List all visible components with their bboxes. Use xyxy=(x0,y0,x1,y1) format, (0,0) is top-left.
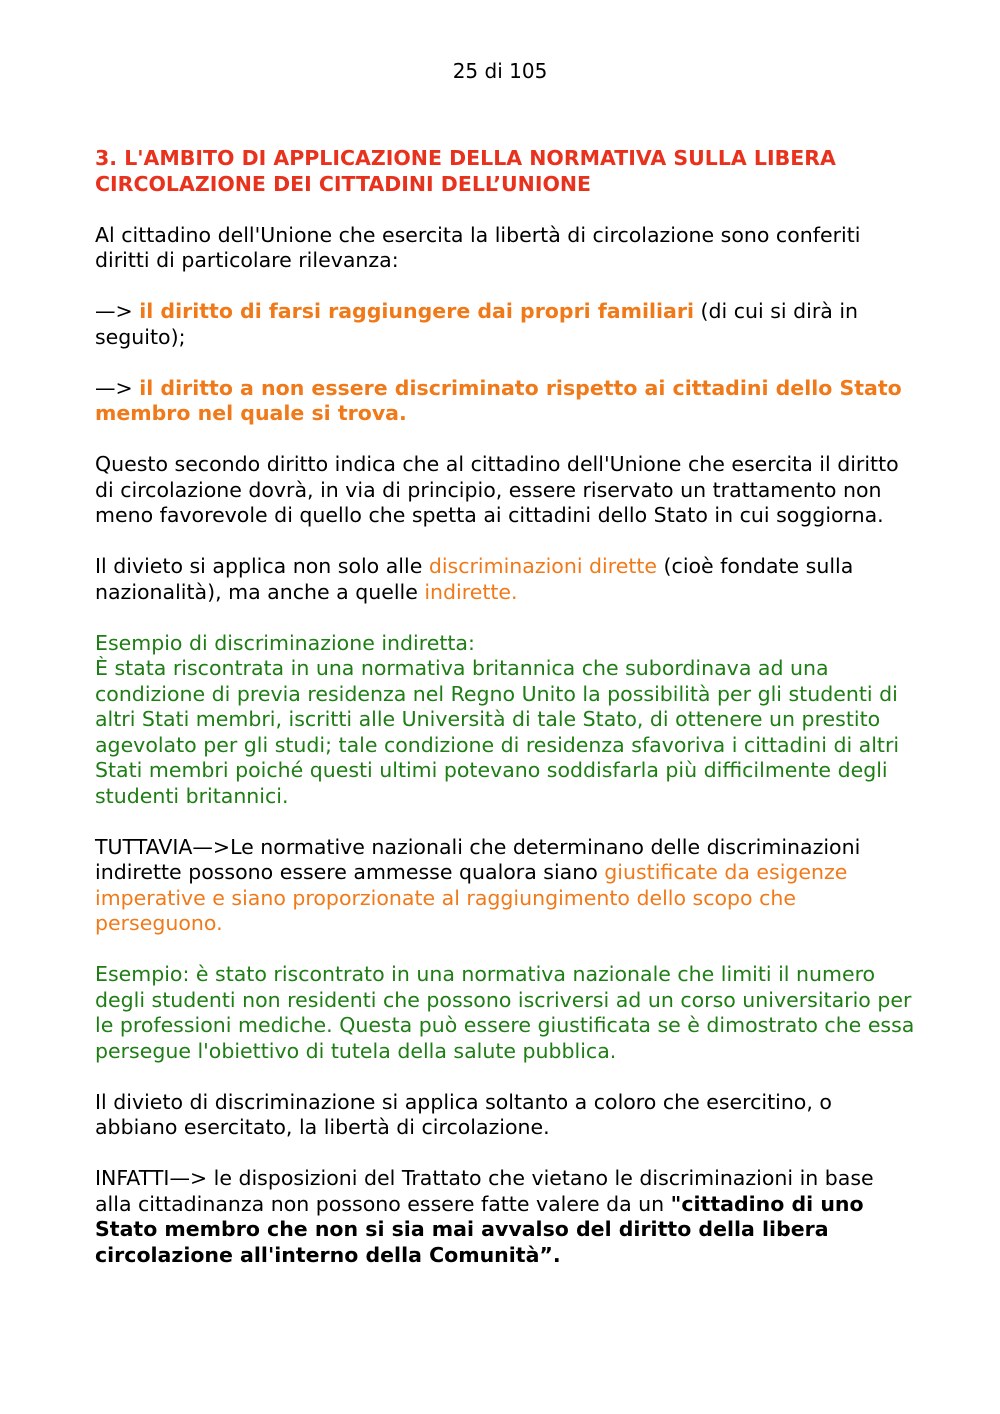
prohibition-text-2: (cioè fondate sulla nazionalità), ma anche a quelle xyxy=(95,554,854,604)
example-indirect-title: Esempio di discriminazione indiretta: xyxy=(95,630,475,655)
example-indirect-body: È stata riscontrata in una normativa britannica che subordinava ad una condizione di previa residenza nel Regno Unito la possibilità per gli studenti di altri Stati membri, iscritti alle Università di tale Stato, di ottenere un prestito agevolato per gli studi; tale condizione di residenza sfavoriva i cittadini di altri Stati membri poiché questi ultimi potevano soddisfarla più difficilmente degli studenti britannici. xyxy=(95,656,900,808)
direct-discrimination-highlight: discriminazioni dirette xyxy=(428,554,658,578)
arrow-marker: —> xyxy=(95,375,140,400)
infatti-quote: "cittadino di uno Stato membro che non si sia mai avvalso del diritto della libera circolazione all'interno della Comunità”. xyxy=(95,1191,864,1267)
second-right-paragraph: Questo secondo diritto indica che al cittadino dell'Unione che esercita il diritto di circolazione dovrà, in via di principio, essere riservato un trattamento non meno favorevole di quello che spetta ai cittadini dello Stato in cui soggiorna. xyxy=(95,452,899,527)
prohibition-text-1: Il divieto si applica non solo alle xyxy=(95,554,429,578)
right-family-highlight: il diritto di farsi raggiungere dai propri familiari xyxy=(139,299,695,323)
right-nondiscrimination-highlight: il diritto a non essere discriminato rispetto ai cittadini dello Stato membro nel quale si trova. xyxy=(95,375,902,425)
right-family-note: (di cui si dirà in seguito); xyxy=(95,299,859,349)
however-highlight: giustificate da esigenze imperative e siano proporzionate al raggiungimento dello scopo che perseguono. xyxy=(95,860,848,935)
arrow-marker: —> xyxy=(95,299,140,323)
example-justified-paragraph: Esempio: è stato riscontrato in una normativa nazionale che limiti il numero degli studenti non residenti che possono iscriversi ad un corso universitario per le professioni mediche. Questa può essere giustificata se è dimostrato che essa persegue l'obiettivo di tutela della salute pubblica. xyxy=(95,962,915,1063)
page-number: 25 di 105 xyxy=(452,59,548,83)
example-indirect-paragraph xyxy=(95,631,915,810)
infatti-paragraph xyxy=(95,1166,915,1268)
section-heading: 3. L'AMBITO DI APPLICAZIONE DELLA NORMATIVA SULLA LIBERA CIRCOLAZIONE DEI CITTADINI DELL’UNIONE xyxy=(95,146,836,196)
however-paragraph xyxy=(95,835,915,937)
however-text: TUTTAVIA—>Le normative nazionali che determinano delle discriminazioni indirette possono essere ammesse qualora siano xyxy=(95,834,861,884)
indirect-discrimination-highlight: indirette. xyxy=(424,579,518,604)
scope-paragraph: Il divieto di discriminazione si applica soltanto a coloro che esercitino, o abbiano esercitato, la libertà di circolazione. xyxy=(95,1089,832,1139)
prohibition-paragraph xyxy=(95,554,915,605)
document-body xyxy=(95,146,915,1294)
right-nondiscrimination-paragraph xyxy=(95,376,915,427)
right-family-paragraph xyxy=(95,299,915,350)
intro-paragraph: Al cittadino dell'Unione che esercita la libertà di circolazione sono conferiti diritti di particolare rilevanza: xyxy=(95,222,861,272)
infatti-text: INFATTI—> le disposizioni del Trattato che vietano le discriminazioni in base alla cittadinanza non possono essere fatte valere da un xyxy=(95,1166,874,1216)
